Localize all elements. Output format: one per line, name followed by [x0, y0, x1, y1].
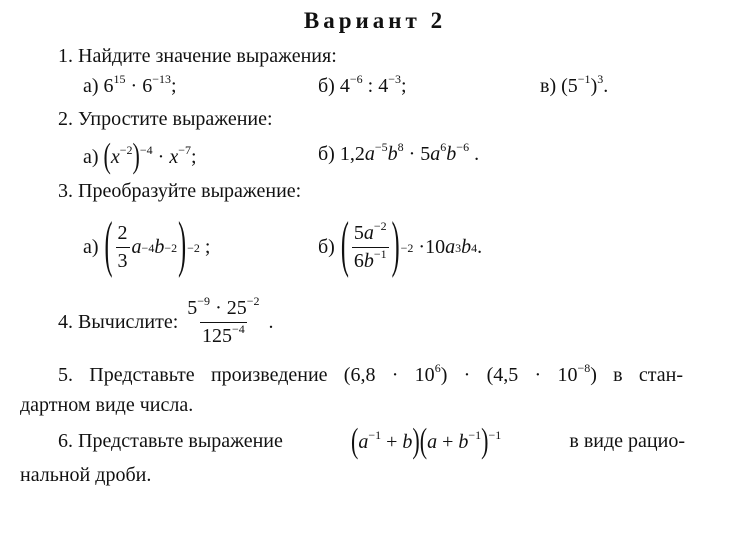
variant-title: Вариант 2: [303, 8, 447, 33]
task2-a: а) $(x^{-2})^{-4} \cdot x^{-7}$;: [83, 135, 197, 176]
task1-a: а) $6^{15} \cdot 6^{-13}$;: [83, 72, 177, 97]
task3-a: а) ( $\frac{2}{3}$ a −4 b −2 ) −2 ;: [83, 212, 211, 280]
task3-b: б) ( $\frac{5a^{-2}}{6b^{-1}}$ ) −2 · 10 a 3 b 4 .: [318, 212, 483, 280]
task3-heading: 3. Преобразуйте выражение:: [58, 180, 302, 202]
task5-line2: дартном виде числа.: [20, 394, 194, 416]
task1-b: б) $4^{-6}$ : $4^{-3}$;: [318, 72, 407, 97]
task1-c: в) $(5^{-1})^3$.: [540, 72, 609, 97]
task6-line1: 6. Представьте выражение $(a^{-1} + b)(a + b^{-1})^{-1}$ в виде рацио-: [58, 420, 685, 461]
task4: 4. Вычислите: $\frac{5^{-9} \cdot 25^{-2}}{125^{-4}}$ .: [58, 294, 274, 347]
task5-line1: 5. Представьте произведение $(6,8 \cdot 10^6) \cdot (4,5 \cdot 10^{-8})$ в стан-: [58, 361, 683, 386]
task6-line2: нальной дроби.: [20, 464, 152, 486]
task1-heading: 1. Найдите значение выражения:: [58, 45, 337, 67]
task2-b: б) $1,2a^{-5}b^8 \cdot 5a^6b^{-6}$ .: [318, 140, 480, 165]
task2-heading: 2. Упростите выражение:: [58, 108, 273, 130]
